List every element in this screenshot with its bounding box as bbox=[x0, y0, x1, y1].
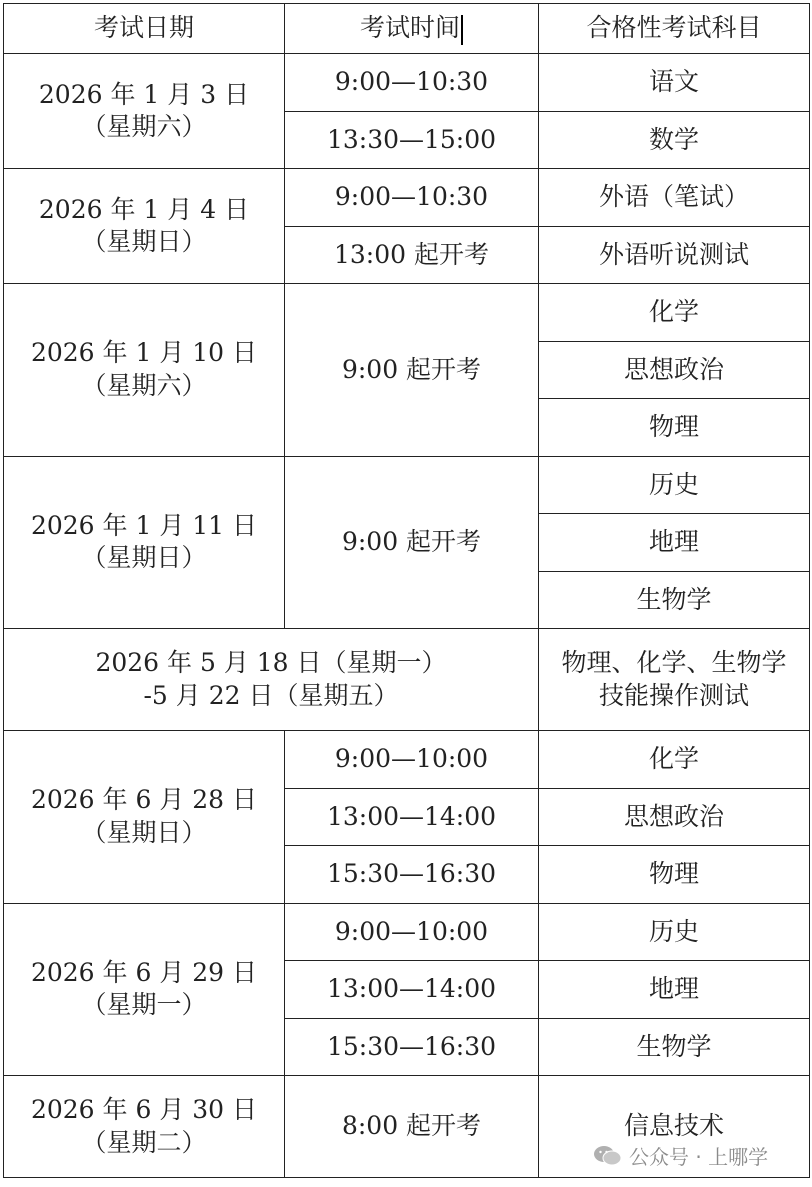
time-cell: 13:30—15:00 bbox=[285, 111, 539, 169]
time-cell: 13:00 起开考 bbox=[285, 226, 539, 284]
time-cell: 8:00 起开考 bbox=[285, 1076, 539, 1178]
date-cell bbox=[4, 456, 285, 629]
exam-schedule-table bbox=[3, 3, 810, 1178]
table-row bbox=[4, 54, 810, 112]
subject-cell: 外语听说测试 bbox=[539, 226, 810, 284]
header-subject: 合格性考试科目 bbox=[539, 4, 810, 54]
subject-cell: 外语（笔试） bbox=[539, 169, 810, 227]
date-text: 2026 年 1 月 10 日 bbox=[30, 338, 258, 368]
date-cell bbox=[4, 169, 285, 284]
weekday-text: （星期日） bbox=[81, 543, 207, 573]
watermark bbox=[593, 1141, 768, 1170]
header-row bbox=[4, 4, 810, 54]
subject-cell bbox=[539, 629, 810, 731]
header-time-label: 考试时间 bbox=[359, 13, 460, 43]
subject-line: 物理、化学、生物学 bbox=[561, 648, 787, 677]
date-text: 2026 年 1 月 11 日 bbox=[30, 510, 258, 540]
time-cell: 9:00 起开考 bbox=[285, 284, 539, 457]
time-cell: 9:00—10:00 bbox=[285, 903, 539, 961]
subject-cell: 历史 bbox=[539, 903, 810, 961]
time-cell: 15:30—16:30 bbox=[285, 1018, 539, 1076]
date-range-end: -5 月 22 日（星期五） bbox=[143, 680, 399, 710]
time-cell: 9:00—10:30 bbox=[285, 169, 539, 227]
date-cell bbox=[4, 731, 285, 904]
subject-line: 技能操作测试 bbox=[598, 680, 749, 710]
watermark-text: 公众号 · 上哪学 bbox=[629, 1145, 769, 1169]
date-text: 2026 年 1 月 3 日 bbox=[38, 79, 250, 109]
table-row bbox=[4, 731, 810, 789]
time-cell: 9:00 起开考 bbox=[285, 456, 539, 629]
subject-cell: 地理 bbox=[539, 514, 810, 572]
date-cell bbox=[4, 284, 285, 457]
date-text: 2026 年 1 月 4 日 bbox=[38, 194, 250, 224]
table-row bbox=[4, 903, 810, 961]
weekday-text: （星期六） bbox=[81, 370, 207, 400]
date-text: 2026 年 6 月 29 日 bbox=[30, 957, 258, 987]
table-row bbox=[4, 169, 810, 227]
subject-cell: 历史 bbox=[539, 456, 810, 514]
subject-cell: 物理 bbox=[539, 846, 810, 904]
subject-cell: 生物学 bbox=[539, 571, 810, 629]
subject-cell: 化学 bbox=[539, 284, 810, 342]
subject-cell: 信息技术 bbox=[539, 1076, 810, 1178]
weekday-text: （星期日） bbox=[81, 227, 207, 256]
date-text: 2026 年 6 月 30 日 bbox=[30, 1095, 258, 1124]
subject-cell: 语文 bbox=[539, 54, 810, 112]
table-row bbox=[4, 456, 810, 514]
subject-cell: 生物学 bbox=[539, 1018, 810, 1076]
date-range-start: 2026 年 5 月 18 日（星期一） bbox=[95, 648, 447, 677]
time-cell: 13:00—14:00 bbox=[285, 961, 539, 1019]
subject-cell: 数学 bbox=[539, 111, 810, 169]
date-range-cell bbox=[4, 629, 539, 731]
weekday-text: （星期二） bbox=[81, 1127, 207, 1157]
table-row bbox=[4, 284, 810, 342]
date-cell bbox=[4, 54, 285, 169]
weekday-text: （星期一） bbox=[81, 990, 207, 1020]
date-text: 2026 年 6 月 28 日 bbox=[30, 785, 258, 815]
subject-cell: 化学 bbox=[539, 731, 810, 789]
time-cell: 9:00—10:30 bbox=[285, 54, 539, 112]
text-cursor bbox=[461, 15, 463, 45]
subject-cell: 物理 bbox=[539, 399, 810, 457]
header-date: 考试日期 bbox=[4, 4, 285, 54]
header-time bbox=[285, 4, 539, 54]
date-cell bbox=[4, 903, 285, 1076]
time-cell: 9:00—10:00 bbox=[285, 731, 539, 789]
time-cell: 13:00—14:00 bbox=[285, 788, 539, 846]
date-cell bbox=[4, 1076, 285, 1178]
weekday-text: （星期六） bbox=[81, 112, 207, 141]
weekday-text: （星期日） bbox=[81, 817, 207, 847]
time-cell: 15:30—16:30 bbox=[285, 846, 539, 904]
table-row bbox=[4, 629, 810, 731]
wechat-icon bbox=[593, 1144, 623, 1168]
subject-cell: 思想政治 bbox=[539, 788, 810, 846]
subject-cell: 地理 bbox=[539, 961, 810, 1019]
subject-cell: 思想政治 bbox=[539, 341, 810, 399]
